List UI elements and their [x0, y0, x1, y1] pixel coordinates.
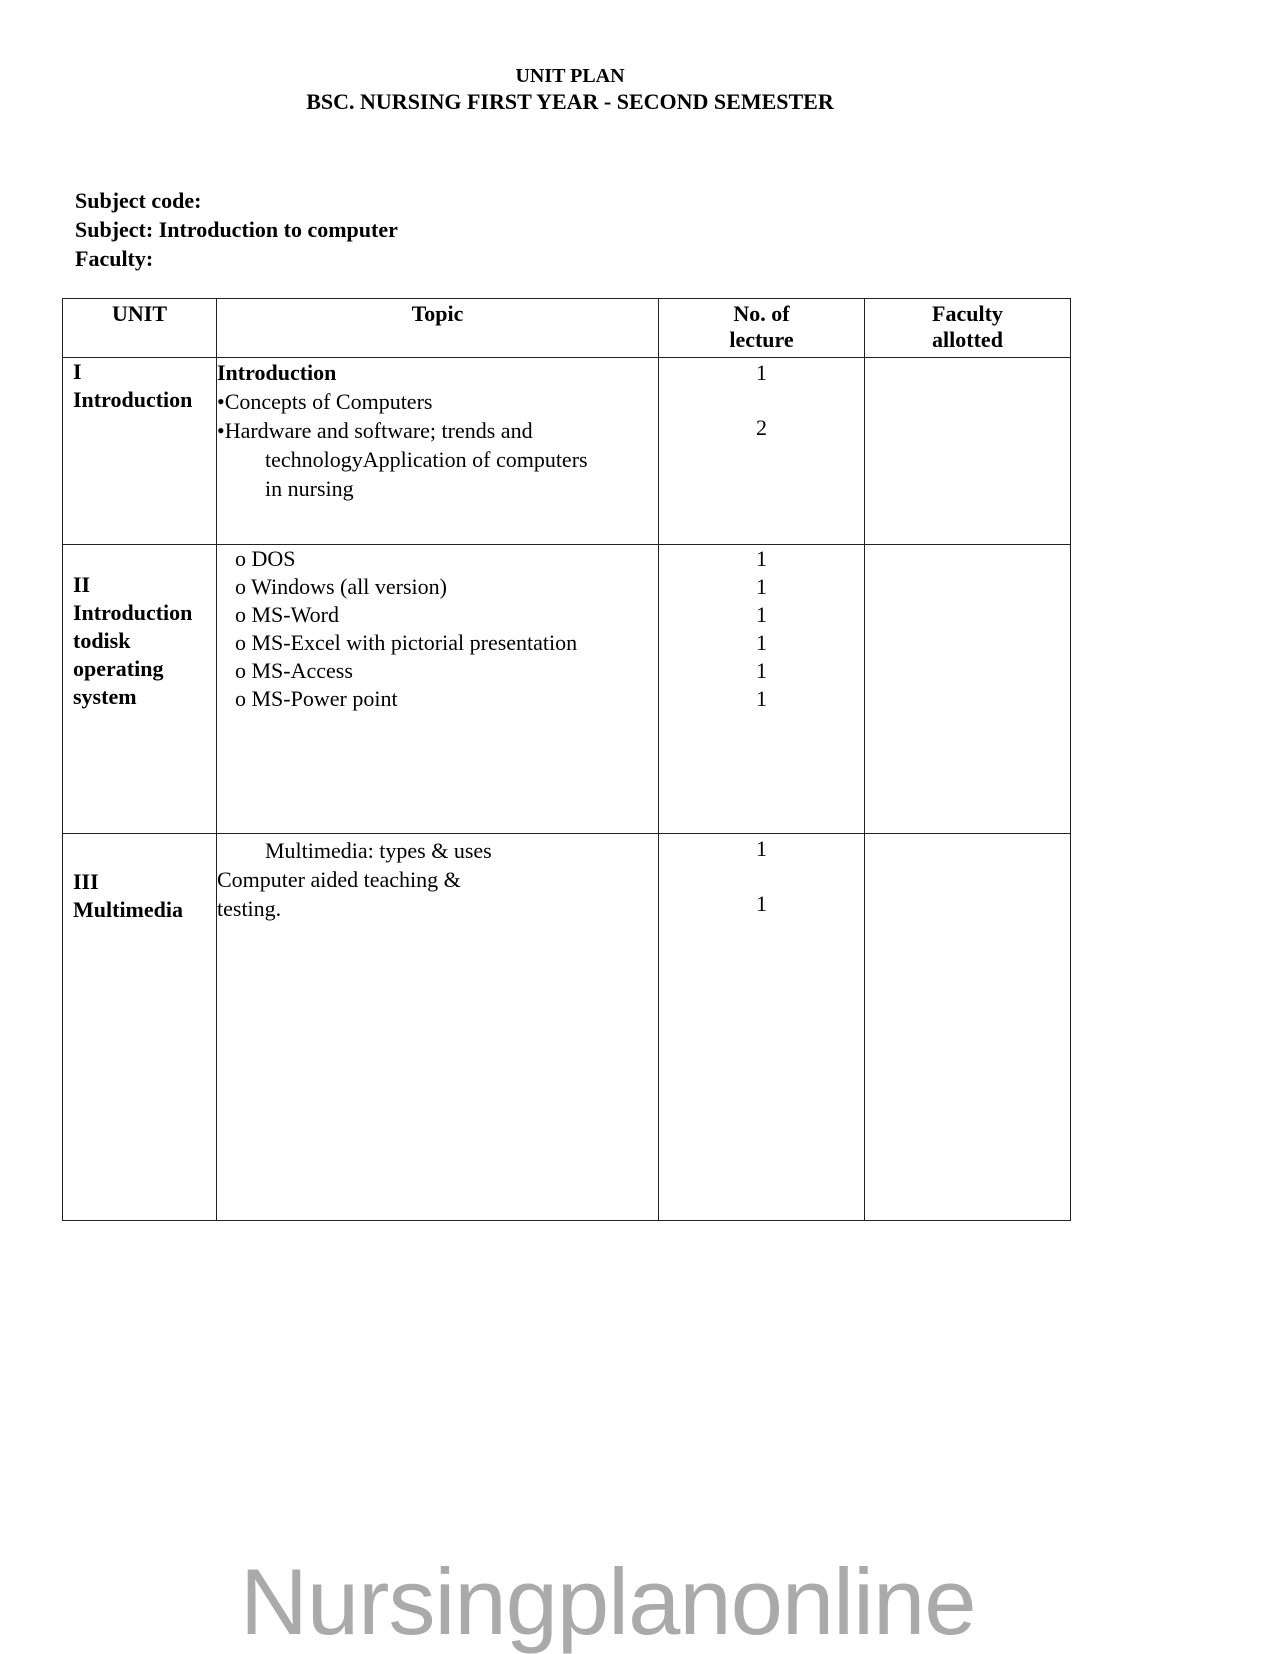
topic-heading: Introduction: [217, 360, 337, 385]
lecture-cell: [659, 545, 865, 834]
lecture-cell: [659, 358, 865, 545]
unit-cell: [63, 358, 217, 545]
topic-item: o MS-Power point: [235, 686, 398, 711]
lecture-count: 1: [756, 602, 767, 627]
topic-cell: [217, 545, 659, 834]
lecture-count: 1: [756, 686, 767, 711]
unit-number: I: [73, 359, 82, 384]
topic-item: o DOS: [235, 546, 296, 571]
lecture-count: 1: [756, 658, 767, 683]
subject-meta: [75, 186, 398, 273]
topic-item: o MS-Word: [235, 602, 339, 627]
topic-item: •Hardware and software; trends and: [217, 418, 533, 443]
unit-name: Introduction: [73, 387, 193, 412]
faculty-cell: [865, 358, 1071, 545]
topic-item: o MS-Excel with pictorial presentation: [235, 630, 578, 655]
table-row: [63, 834, 1071, 1221]
document-subtitle: BSC. NURSING FIRST YEAR - SECOND SEMESTER: [306, 89, 834, 114]
unit-name: Multimedia: [73, 897, 183, 922]
document-title: UNIT PLAN: [515, 65, 625, 87]
unit-number: II: [73, 572, 91, 597]
unit-cell: [63, 834, 217, 1221]
lecture-count: 1: [756, 891, 767, 916]
faculty-cell: [865, 545, 1071, 834]
topic-item: testing.: [217, 896, 282, 921]
table-header-row: [63, 299, 1071, 358]
document-header: [0, 64, 1140, 116]
subject-code-label: Subject code:: [75, 188, 202, 213]
unit-plan-table: [62, 298, 1071, 1221]
unit-name: todisk: [73, 628, 131, 653]
subject-label: Subject: Introduction to computer: [75, 217, 398, 242]
header-lectures: No. of lecture: [659, 299, 865, 358]
lecture-count: 1: [756, 574, 767, 599]
topic-item: •Concepts of Computers: [217, 389, 433, 414]
header-unit: UNIT: [63, 299, 217, 358]
topic-item: Multimedia: types & uses: [265, 838, 492, 863]
topic-item: in nursing: [265, 476, 354, 501]
header-topic: Topic: [217, 299, 659, 358]
topic-cell: [217, 834, 659, 1221]
lecture-count: 1: [756, 546, 767, 571]
lecture-count: 2: [756, 415, 767, 440]
header-faculty: Faculty allotted: [865, 299, 1071, 358]
watermark: Nursingplanonline: [240, 1549, 976, 1654]
lecture-cell: [659, 834, 865, 1221]
faculty-label: Faculty:: [75, 246, 154, 271]
topic-item: o Windows (all version): [235, 574, 447, 599]
unit-number: III: [73, 869, 99, 894]
topic-cell: [217, 358, 659, 545]
unit-cell: [63, 545, 217, 834]
table-row: [63, 358, 1071, 545]
table-row: [63, 545, 1071, 834]
lecture-count: 1: [756, 360, 767, 385]
faculty-cell: [865, 834, 1071, 1221]
unit-name: operating: [73, 656, 164, 681]
lecture-count: 1: [756, 630, 767, 655]
lecture-count: 1: [756, 836, 767, 861]
topic-item: o MS-Access: [235, 658, 353, 683]
topic-item: technologyApplication of computers: [265, 447, 588, 472]
unit-name: Introduction: [73, 600, 193, 625]
topic-item: Computer aided teaching &: [217, 867, 461, 892]
unit-name: system: [73, 684, 137, 709]
